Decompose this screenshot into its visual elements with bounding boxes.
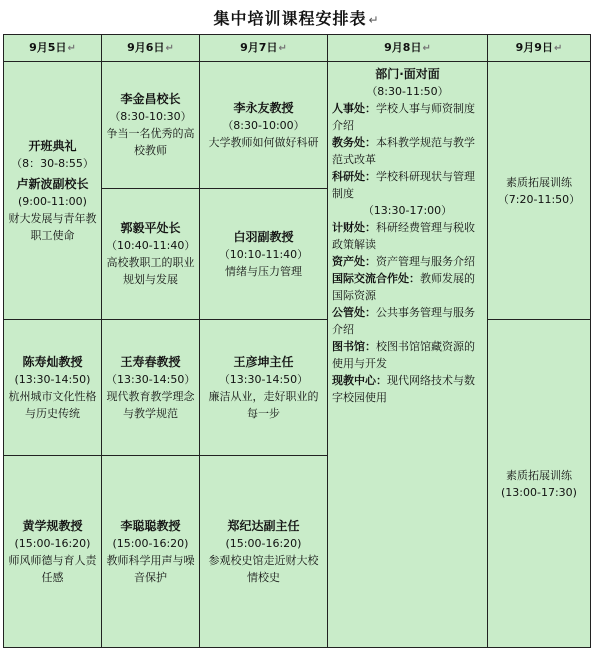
day4-departments-cell: [328, 62, 488, 648]
session-time: (15:00-16:20): [225, 536, 302, 550]
speaker-name: 王寿春教授: [120, 354, 181, 369]
session-topic: 素质拓展训练: [506, 468, 572, 482]
session-topic: 财大发展与青年教职工使命: [8, 211, 97, 242]
day2-session-2: [102, 189, 200, 320]
session-topic: 大学教师如何做好科研: [208, 135, 319, 149]
day1-afternoon-1: [4, 320, 102, 456]
day1-afternoon-2: [4, 456, 102, 648]
dept-entry: 现教中心：现代网络技术与数字校园使用: [332, 374, 475, 404]
session-time: (15:00-16:20): [112, 536, 189, 550]
dept-entry: 人事处：学校人事与师资制度介绍: [332, 102, 475, 132]
dept-entry: 计财处：科研经费管理与税收政策解读: [332, 221, 475, 251]
session-topic: 师风师德与育人责任感: [8, 553, 97, 584]
session-time: (13:00-17:30): [501, 485, 577, 499]
session-topic: 高校教职工的职业规划与发展: [106, 256, 195, 287]
header-row: [4, 35, 591, 62]
session-time: （8:30-11:50）: [366, 85, 449, 98]
page-title: 集中培训课程安排表 ↵: [213, 9, 380, 28]
session-topic: 现代教育教学理念与教学规范: [106, 389, 195, 420]
session-time: （8:30-10:00）: [222, 118, 305, 132]
session-topic: 争当一名优秀的高校教师: [106, 127, 195, 158]
session-time: （13:30-14:50）: [106, 372, 196, 386]
day1-morning-cell: [4, 62, 102, 320]
dept-entry: 资产处：资产管理与服务介绍: [332, 255, 475, 268]
speaker-name: 李永友教授: [233, 100, 294, 115]
header-day-3: 9月7日↵: [200, 35, 328, 62]
header-day-1: 9月5日↵: [4, 35, 102, 62]
session-topic: 参观校史馆走近财大校情校史: [208, 553, 319, 584]
day2-session-1: [102, 62, 200, 189]
speaker-name: 李聪聪教授: [120, 518, 181, 533]
session-time: （8：30-8:55）: [11, 156, 94, 170]
dept-entry: 公管处：公共事务管理与服务介绍: [332, 306, 475, 336]
speaker-name: 白羽副教授: [233, 229, 294, 244]
session-time: （8:30-10:30）: [109, 110, 192, 124]
session-time: （10:10-11:40）: [218, 247, 309, 261]
schedule-table: [3, 34, 591, 648]
session-topic: 素质拓展训练: [506, 175, 572, 189]
day5-afternoon-cell: [488, 320, 591, 648]
speaker-name: 郭毅平处长: [120, 221, 181, 236]
speaker-name: 黄学规教授: [22, 518, 83, 533]
session-name: 开班典礼: [28, 138, 77, 153]
speaker-name: 郑纪达副主任: [227, 518, 300, 533]
session-time: （7:20-11:50）: [497, 192, 581, 206]
speaker-name: 李金昌校长: [120, 92, 181, 107]
session-time: (9:00-11:00): [18, 194, 87, 208]
day3-session-1: [200, 62, 328, 189]
header-day-2: 9月6日↵: [102, 35, 200, 62]
session-time: (13:30-14:50): [14, 372, 91, 386]
dept-entry: 科研处：学校科研现状与管理制度: [332, 170, 475, 200]
dept-entry: 教务处：本科教学规范与教学范式改革: [332, 136, 475, 166]
header-day-5: 9月9日↵: [488, 35, 591, 62]
day2-afternoon-1: [102, 320, 200, 456]
session-time: (15:00-16:20): [14, 536, 91, 550]
dept-entry: 国际交流合作处：教师发展的国际资源: [332, 272, 475, 302]
session-topic: 教师科学用声与噪音保护: [106, 553, 195, 584]
day3-afternoon-2: [200, 456, 328, 648]
day3-session-2: [200, 189, 328, 320]
session-time: （10:40-11:40）: [106, 239, 196, 253]
header-day-4: 9月8日↵: [328, 35, 488, 62]
session-time: （13:30-17:00）: [362, 204, 453, 217]
session-topic: 廉洁从业，走好职业的每一步: [208, 389, 319, 420]
session-topic: 杭州城市文化性格与历史传统: [8, 389, 97, 420]
section-heading: 部门·面对面: [375, 67, 440, 81]
speaker-name: 王彦坤主任: [233, 354, 294, 369]
session-time: （13:30-14:50）: [218, 372, 309, 386]
session-name: 卢新波副校长: [16, 176, 89, 191]
speaker-name: 陈寿灿教授: [22, 354, 83, 369]
day5-morning-cell: [488, 62, 591, 320]
session-topic: 情绪与压力管理: [225, 264, 302, 278]
day2-afternoon-2: [102, 456, 200, 648]
day3-afternoon-1: [200, 320, 328, 456]
dept-entry: 图书馆：校图书馆馆藏资源的使用与开发: [332, 340, 475, 370]
